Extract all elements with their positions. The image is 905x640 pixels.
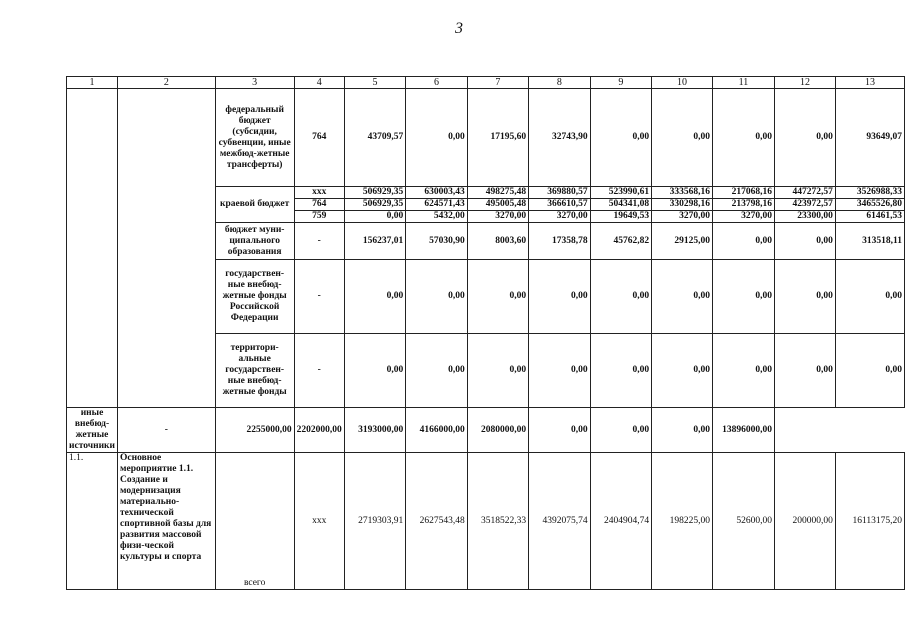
value-cell: 3518522,33 (467, 453, 528, 590)
value-cell: 2080000,00 (467, 408, 528, 453)
value-cell: 495005,48 (467, 199, 528, 211)
source-label: территори-альные государствен-ные внебюд-жетные фонды (215, 334, 294, 408)
item-number: 1.1. (67, 453, 118, 590)
code-cell: - (294, 260, 344, 334)
header-row (67, 77, 905, 89)
column-header: 8 (529, 77, 590, 89)
value-cell: 0,00 (712, 334, 774, 408)
value-cell: 0,00 (590, 89, 651, 187)
code-cell: 764 (294, 199, 344, 211)
value-cell: 366610,57 (529, 199, 590, 211)
column-header: 7 (467, 77, 528, 89)
source-label: иные внебюд-жетные источники (67, 408, 118, 453)
source-label: федеральный бюджет (субсидии, субвенции, иные межбюд-жетные трансферты) (215, 89, 294, 187)
value-cell: 330298,16 (652, 199, 713, 211)
column-header: 4 (294, 77, 344, 89)
value-cell: 156237,01 (344, 223, 405, 260)
value-cell: 504341,08 (590, 199, 651, 211)
value-cell: 0,00 (652, 334, 713, 408)
table-row (67, 408, 905, 453)
value-cell: 0,00 (467, 334, 528, 408)
column-header: 10 (652, 77, 713, 89)
table-row (67, 453, 905, 590)
value-cell: 0,00 (775, 89, 836, 187)
code-cell: xxx (294, 453, 344, 590)
value-cell: 0,00 (775, 223, 836, 260)
value-cell: 0,00 (344, 211, 405, 223)
value-cell: 0,00 (835, 260, 904, 334)
value-cell: 200000,00 (775, 453, 836, 590)
value-cell: 0,00 (775, 260, 836, 334)
value-cell: 198225,00 (652, 453, 713, 590)
source-label: бюджет муни-ципального образования (215, 223, 294, 260)
value-cell: 17195,60 (467, 89, 528, 187)
value-cell: 217068,16 (712, 187, 774, 199)
value-cell: 19649,53 (590, 211, 651, 223)
source-label: всего (215, 453, 294, 590)
value-cell: 2255000,00 (215, 408, 294, 453)
value-cell: 4166000,00 (406, 408, 467, 453)
value-cell: 5432,00 (406, 211, 467, 223)
value-cell: 0,00 (406, 89, 467, 187)
value-cell: 2719303,91 (344, 453, 405, 590)
value-cell: 4392075,74 (529, 453, 590, 590)
value-cell: 29125,00 (652, 223, 713, 260)
value-cell: 43709,57 (344, 89, 405, 187)
column-header: 13 (835, 77, 904, 89)
value-cell: 23300,00 (775, 211, 836, 223)
code-cell: - (294, 223, 344, 260)
item-title: Основное мероприятие 1.1. Создание и модернизация материально-технической спортивной базы для развития массовой физи-ческой культуры и спорта (118, 453, 216, 590)
code-cell: - (294, 334, 344, 408)
column-header: 11 (712, 77, 774, 89)
value-cell: 2627543,48 (406, 453, 467, 590)
value-cell: 0,00 (775, 334, 836, 408)
value-cell: 0,00 (590, 260, 651, 334)
value-cell: 3270,00 (467, 211, 528, 223)
value-cell: 3270,00 (652, 211, 713, 223)
value-cell: 369880,57 (529, 187, 590, 199)
value-cell: 213798,16 (712, 199, 774, 211)
budget-table (66, 76, 905, 590)
column-header: 12 (775, 77, 836, 89)
value-cell: 313518,11 (835, 223, 904, 260)
value-cell: 506929,35 (344, 199, 405, 211)
value-cell: 333568,16 (652, 187, 713, 199)
cell-title-empty (118, 89, 216, 408)
value-cell: 57030,90 (406, 223, 467, 260)
value-cell: 0,00 (529, 334, 590, 408)
value-cell: 624571,43 (406, 199, 467, 211)
value-cell: 0,00 (467, 260, 528, 334)
value-cell: 423972,57 (775, 199, 836, 211)
source-label: краевой бюджет (215, 187, 294, 223)
page-number: 3 (455, 20, 463, 37)
value-cell: 447272,57 (775, 187, 836, 199)
source-label: государствен-ные внебюд-жетные фонды Российской Федерации (215, 260, 294, 334)
value-cell: 0,00 (529, 260, 590, 334)
value-cell: 0,00 (835, 334, 904, 408)
value-cell: 0,00 (590, 334, 651, 408)
table-row (67, 89, 905, 187)
value-cell: 0,00 (712, 89, 774, 187)
value-cell: 16113175,20 (835, 453, 904, 590)
value-cell: 52600,00 (712, 453, 774, 590)
value-cell: 0,00 (590, 408, 651, 453)
value-cell: 3193000,00 (344, 408, 405, 453)
value-cell: 17358,78 (529, 223, 590, 260)
cell-num-empty (67, 89, 118, 408)
value-cell: 0,00 (344, 334, 405, 408)
column-header: 1 (67, 77, 118, 89)
value-cell: 3270,00 (712, 211, 774, 223)
column-header: 9 (590, 77, 651, 89)
value-cell: 3270,00 (529, 211, 590, 223)
value-cell: 13896000,00 (712, 408, 774, 453)
value-cell: 0,00 (529, 408, 590, 453)
column-header: 6 (406, 77, 467, 89)
value-cell: 523990,61 (590, 187, 651, 199)
value-cell: 0,00 (406, 334, 467, 408)
value-cell: 2202000,00 (294, 408, 344, 453)
value-cell: 498275,48 (467, 187, 528, 199)
value-cell: 0,00 (712, 223, 774, 260)
value-cell: 32743,90 (529, 89, 590, 187)
code-cell: xxx (294, 187, 344, 199)
value-cell: 0,00 (344, 260, 405, 334)
value-cell: 8003,60 (467, 223, 528, 260)
value-cell: 3526988,33 (835, 187, 904, 199)
value-cell: 0,00 (652, 260, 713, 334)
column-header: 2 (118, 77, 216, 89)
code-cell: 764 (294, 89, 344, 187)
value-cell: 0,00 (652, 408, 713, 453)
value-cell: 506929,35 (344, 187, 405, 199)
value-cell: 0,00 (406, 260, 467, 334)
column-header: 5 (344, 77, 405, 89)
code-cell: - (118, 408, 216, 453)
value-cell: 0,00 (652, 89, 713, 187)
value-cell: 45762,82 (590, 223, 651, 260)
value-cell: 93649,07 (835, 89, 904, 187)
column-header: 3 (215, 77, 294, 89)
value-cell: 0,00 (712, 260, 774, 334)
value-cell: 3465526,80 (835, 199, 904, 211)
code-cell: 759 (294, 211, 344, 223)
value-cell: 2404904,74 (590, 453, 651, 590)
value-cell: 61461,53 (835, 211, 904, 223)
value-cell: 630003,43 (406, 187, 467, 199)
